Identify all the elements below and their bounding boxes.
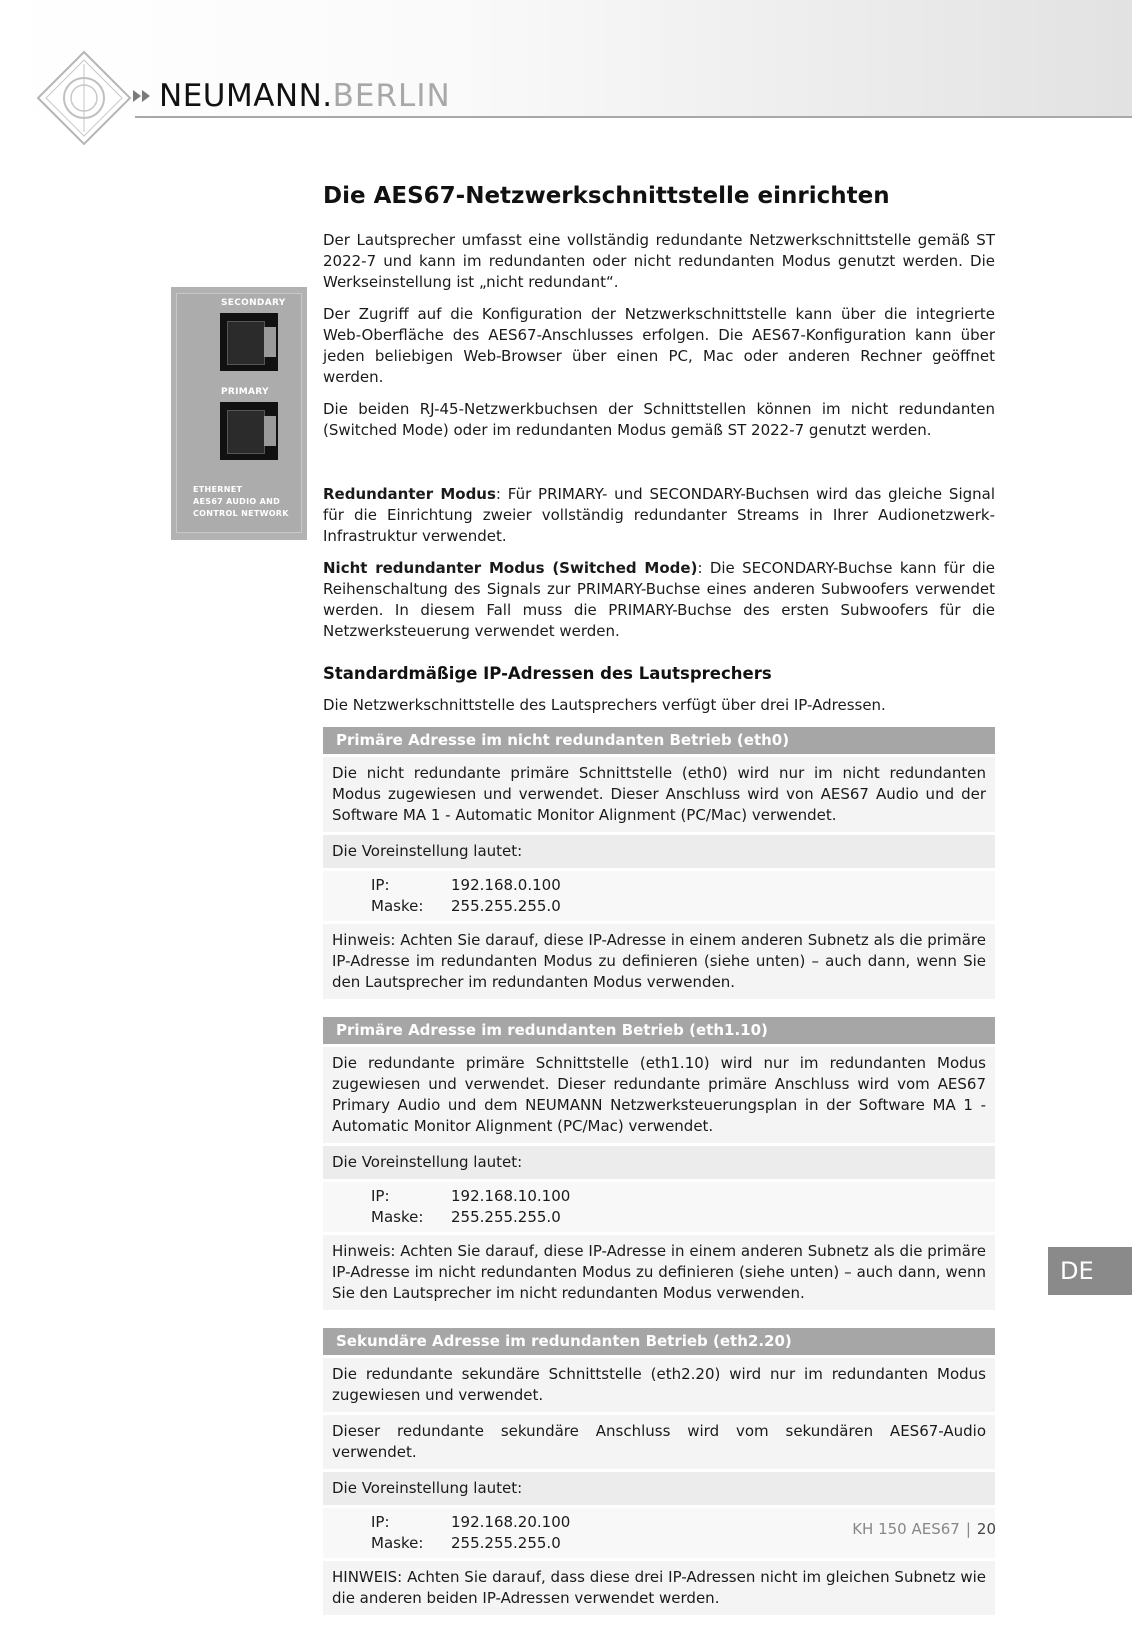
footer-doc-name: KH 150 AES67 [852, 1520, 960, 1538]
mode-switched-text: : Die SECONDARY-Buchse kann für die Reihenschaltung des Signals zur PRIMARY-Buchse eines anderen Subwoofers verwendet werden. In diesem Fall muss die PRIMARY-Buchse des ersten Subwoofers für die Netzwerksteuerung verwendet werden. [323, 559, 995, 640]
address-box-eth1 [323, 1017, 995, 1310]
footer-separator: | [965, 1520, 971, 1538]
panel-face [176, 293, 302, 533]
box-note: HINWEIS: Achten Sie darauf, dass diese drei IP-Adressen nicht im gleichen Subnetz wie die anderen beiden IP-Adressen verwendet werden. [323, 1561, 995, 1615]
intro-paragraph-3: Die beiden RJ-45-Netzwerkbuchsen der Schnittstellen können im nicht redundanten (Switched Mode) oder im redundanten Modus gemäß ST 2022-7 genutzt werden. [323, 400, 995, 439]
page-title: Die AES67-Netzwerkschnittstelle einrichten [323, 183, 890, 209]
mask-label: Maske: [371, 1534, 424, 1552]
mode-redundant-label: Redundanter Modus [323, 485, 496, 503]
box-description: Die nicht redundante primäre Schnittstelle (eth0) wird nur im nicht redundanten Modus zugewiesen und verwendet. Dieser Anschluss wird von AES67 Audio und der Software MA 1 - Automatic Monitor Alignment (PC/Mac) verwendet. [323, 757, 995, 832]
mask-value: 255.255.255.0 [451, 1208, 561, 1226]
ip-value: 192.168.10.100 [451, 1187, 571, 1205]
address-box-eth0 [323, 727, 995, 999]
box-defaults-label: Die Voreinstellung lautet: [323, 1146, 995, 1179]
section-subtitle: Standardmäßige IP-Adressen des Lautsprechers [323, 664, 772, 683]
double-chevron-icon [133, 90, 151, 102]
neumann-seal-logo [36, 50, 132, 146]
ethernet-panel-illustration [171, 287, 307, 540]
mask-label: Maske: [371, 1208, 424, 1226]
box-note: Hinweis: Achten Sie darauf, diese IP-Adresse in einem anderen Subnetz als die primäre IP-Adresse im redundanten Modus zu definieren (siehe unten) – auch dann, wenn Sie den Lautsprecher im redundanten Modus verwenden. [323, 924, 995, 999]
intro-paragraph-2: Der Zugriff auf die Konfiguration der Netzwerkschnittstelle kann über die integrierte Web-Oberfläche des AES67-Anschlusses erfolgen. Die AES67-Konfiguration kann über jeden beliebigen Web-Browser über einen PC, Mac oder anderen Rechner geöffnet werden. [323, 305, 995, 386]
section-intro: Die Netzwerkschnittstelle des Lautsprechers verfügt über drei IP-Adressen. [323, 696, 886, 714]
panel-caption-line-2: AES67 AUDIO AND [193, 497, 281, 506]
panel-label-secondary: SECONDARY [221, 298, 286, 308]
mode-switched [323, 558, 995, 642]
ip-value: 192.168.20.100 [451, 1513, 571, 1531]
box-heading: Primäre Adresse im redundanten Betrieb (eth1.10) [323, 1017, 995, 1044]
page-footer [852, 1520, 996, 1538]
ip-value: 192.168.0.100 [451, 876, 561, 894]
mode-redundant [323, 484, 995, 547]
rj45-port-secondary-icon [220, 313, 278, 371]
brand-sub: BERLIN [332, 78, 451, 114]
ip-label: IP: [371, 1513, 390, 1531]
brand-main: NEUMANN. [159, 78, 333, 114]
mask-value: 255.255.255.0 [451, 1534, 561, 1552]
box-defaults-label: Die Voreinstellung lautet: [323, 835, 995, 868]
box-values [323, 871, 995, 921]
main-content [323, 180, 995, 1633]
box-description: Die redundante sekundäre Schnittstelle (eth2.20) wird nur im redundanten Modus zugewiesen und verwendet. [323, 1358, 995, 1412]
box-heading: Primäre Adresse im nicht redundanten Betrieb (eth0) [323, 727, 995, 754]
box-values [323, 1182, 995, 1232]
mask-value: 255.255.255.0 [451, 897, 561, 915]
language-tab: DE [1048, 1247, 1132, 1295]
box-note: Hinweis: Achten Sie darauf, diese IP-Adresse in einem anderen Subnetz als die primäre IP-Adresse im nicht redundanten Modus zu definieren (siehe unten) – auch dann, wenn Sie den Lautsprecher im nicht redundanten Modus verwenden. [323, 1235, 995, 1310]
mode-redundant-text: : Für PRIMARY- und SECONDARY-Buchsen wird das gleiche Signal für die Einrichtung zweier vollständig redundanter Streams in Ihrer Audionetzwerk-Infrastruktur verwendet. [323, 485, 995, 545]
panel-caption-line-1: ETHERNET [193, 485, 243, 494]
address-box-eth2 [323, 1328, 995, 1615]
rj45-port-primary-icon [220, 402, 278, 460]
ip-label: IP: [371, 1187, 390, 1205]
box-description-2: Dieser redundante sekundäre Anschluss wird vom sekundären AES67-Audio verwendet. [323, 1415, 995, 1469]
brand-wordmark [133, 74, 451, 118]
box-heading: Sekundäre Adresse im redundanten Betrieb (eth2.20) [323, 1328, 995, 1355]
page-number: 20 [976, 1520, 996, 1538]
mode-switched-label: Nicht redundanter Modus (Switched Mode) [323, 559, 698, 577]
panel-caption-line-3: CONTROL NETWORK [193, 509, 289, 518]
box-defaults-label: Die Voreinstellung lautet: [323, 1472, 995, 1505]
panel-label-primary: PRIMARY [221, 387, 269, 397]
intro-paragraph-1: Der Lautsprecher umfasst eine vollständig redundante Netzwerkschnittstelle gemäß ST 2022-7 und kann im redundanten oder nicht redundanten Modus genutzt werden. Die Werkseinstellung ist „nicht redundant“. [323, 231, 995, 291]
box-description: Die redundante primäre Schnittstelle (eth1.10) wird nur im redundanten Modus zugewiesen und verwendet. Dieser redundante primäre Anschluss wird vom AES67 Primary Audio und dem NEUMANN Netzwerksteuerungsplan in der Software MA 1 - Automatic Monitor Alignment (PC/Mac) verwendet. [323, 1047, 995, 1143]
ip-label: IP: [371, 876, 390, 894]
mask-label: Maske: [371, 897, 424, 915]
